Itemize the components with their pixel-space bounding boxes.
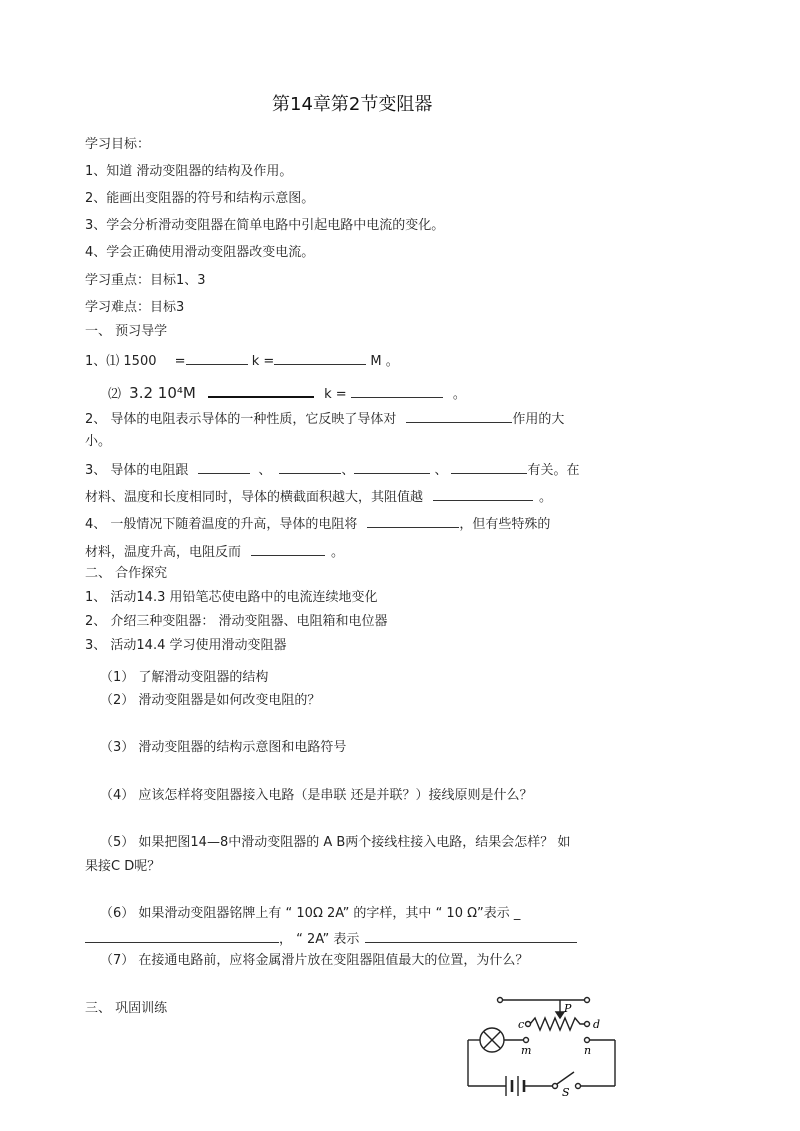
activity-item: 2、 介绍三种变阻器： 滑动变阻器、电阻箱和电位器 (85, 614, 388, 629)
blank-q1b-2[interactable] (351, 385, 443, 398)
section-1-heading: 一、 预习导学 (85, 324, 168, 339)
blank-q3-5[interactable] (433, 488, 533, 501)
page-title: 第14章第2节变阻器 (272, 94, 433, 115)
label-m: m (521, 1044, 532, 1057)
sub-question-3: （3） 滑动变阻器的结构示意图和电路符号 (100, 740, 347, 755)
label-d: d (593, 1018, 601, 1031)
question-2: 2、 导体的电阻表示导体的一种性质，它反映了导体对 作用的大 (85, 412, 565, 427)
terminal-top-left (498, 998, 503, 1003)
sub-question-7: （7） 在接通电路前，应将金属滑片放在变阻器阻值最大的位置，为什么？ (100, 953, 529, 968)
label-n: n (584, 1044, 592, 1057)
blank-q3-1[interactable] (198, 461, 250, 474)
terminal-m (524, 1038, 529, 1043)
question-4: 4、 一般情况下随着温度的升高，导体的电阻将 ，但有些特殊的 (85, 517, 551, 532)
sub-question-5: （5） 如果把图14—8中滑动变阻器的 A B两个接线柱接入电路，结果会怎样？ 如 (100, 835, 571, 850)
question-1a: 1、⑴ 1500 = k = M 。 (85, 354, 399, 369)
activity-item: 3、 活动14.4 学习使用滑动变阻器 (85, 638, 287, 653)
question-3: 3、 导体的电阻跟 、 、 、 有关。在 (85, 463, 580, 478)
blank-q6-1[interactable] (85, 930, 279, 943)
goal-item: 2、能画出变阻器的符号和结构示意图。 (85, 191, 315, 206)
goals-heading: 学习目标： (85, 137, 151, 152)
sub-question-2: （2） 滑动变阻器是如何改变电阻的？ (100, 693, 321, 708)
blank-q1a-1[interactable] (186, 352, 248, 365)
blank-q3-4[interactable] (451, 461, 527, 474)
blank-q2[interactable] (406, 410, 512, 423)
goal-item: 3、学会分析滑动变阻器在简单电路中引起电路中电流的变化。 (85, 218, 445, 233)
terminal-n (585, 1038, 590, 1043)
section-2-heading: 二、 合作探究 (85, 566, 168, 581)
sub-question-5-cont: 果接C D呢？ (85, 859, 161, 874)
label-s: S (562, 1086, 570, 1096)
goal-item: 4、学会正确使用滑动变阻器改变电流。 (85, 245, 315, 260)
blank-q1a-2[interactable] (274, 352, 366, 365)
switch-pivot (553, 1084, 558, 1089)
circuit-diagram (460, 990, 630, 1096)
activity-item: 1、 活动14.3 用铅笔芯使电路中的电流连续地变化 (85, 590, 378, 605)
blank-q6-2[interactable] (365, 930, 577, 943)
label-p: P (564, 1002, 572, 1015)
terminal-c (526, 1022, 531, 1027)
switch-contact (576, 1084, 581, 1089)
terminal-top-right (585, 998, 590, 1003)
terminal-d (585, 1022, 590, 1027)
sub-question-1: （1） 了解滑动变阻器的结构 (100, 670, 269, 685)
slider-arrow-icon (556, 1012, 564, 1018)
switch-lever-icon (557, 1072, 574, 1084)
difficulty-points: 学习难点：目标3 (85, 300, 185, 315)
label-c: c (518, 1018, 525, 1031)
resistor-zigzag (530, 1018, 587, 1030)
blank-q4-2[interactable] (251, 543, 325, 556)
section-3-heading: 三、 巩固训练 (85, 1001, 168, 1016)
blank-q4-1[interactable] (367, 515, 459, 528)
q1a-prefix: 1、⑴ 1500 (85, 354, 157, 369)
question-1b: ⑵ 3.2 10⁴M k = 。 (108, 384, 466, 402)
goal-item: 1、知道 滑动变阻器的结构及作用。 (85, 164, 293, 179)
blank-q3-2[interactable] (279, 461, 341, 474)
question-3-cont: 材料、温度和长度相同时，导体的横截面积越大，其阻值越 。 (85, 490, 553, 505)
blank-q3-3[interactable] (354, 461, 430, 474)
blank-q1b-1[interactable] (208, 384, 314, 398)
sub-question-6-cont: ， “ 2A” 表示 (85, 930, 577, 948)
key-points: 学习重点：目标1、3 (85, 273, 206, 288)
sub-question-6: （6） 如果滑动变阻器铭牌上有 “ 10Ω 2A” 的字样，其中 “ 10 Ω”表示 _ (100, 906, 521, 921)
question-4-cont: 材料，温度升高，电阻反而 。 (85, 545, 345, 560)
sub-question-4: （4） 应该怎样将变阻器接入电路（是串联 还是并联？）接线原则是什么？ (100, 788, 533, 803)
question-2-cont: 小。 (85, 434, 112, 449)
